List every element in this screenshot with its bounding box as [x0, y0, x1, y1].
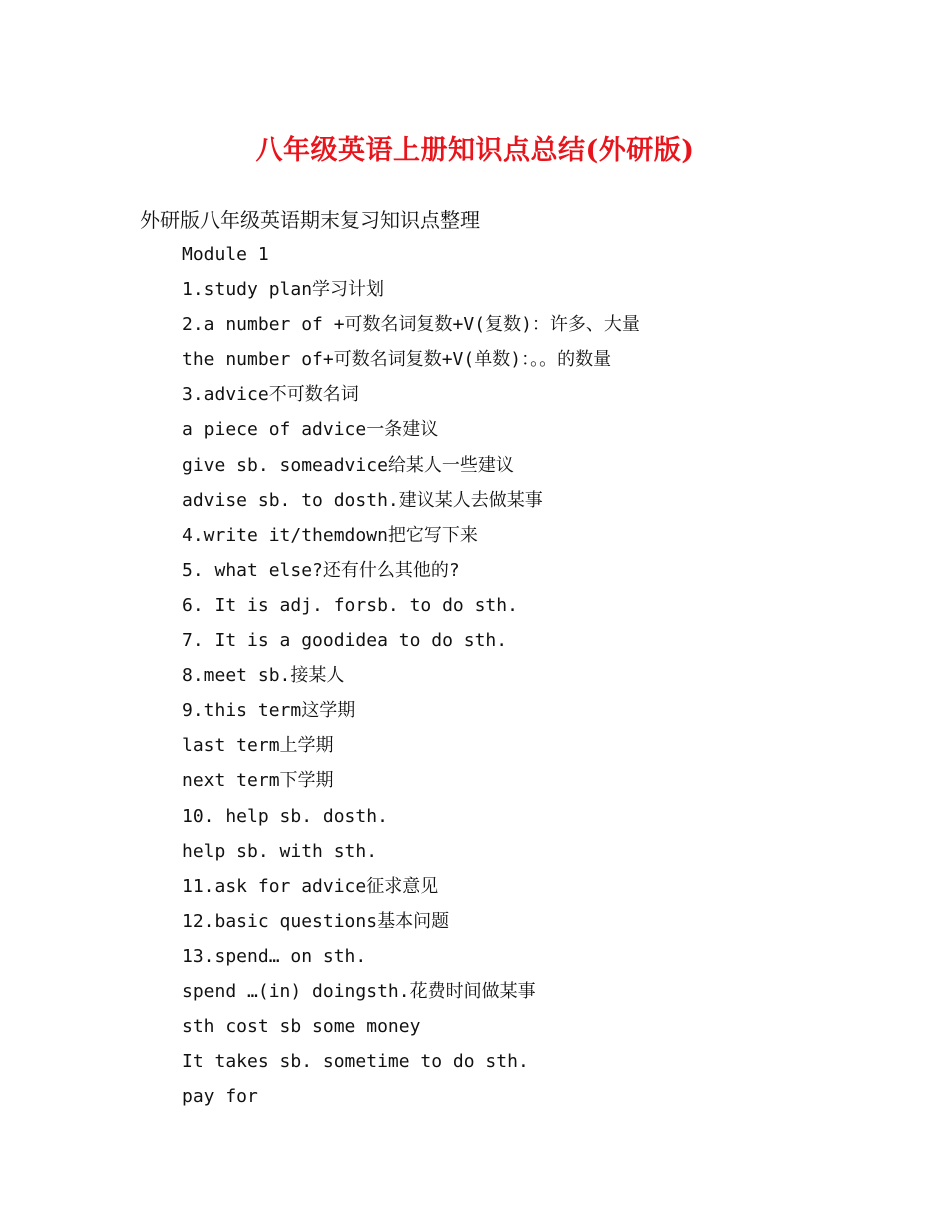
- document-subtitle: 外研版八年级英语期末复习知识点整理: [140, 208, 480, 232]
- note-line: give sb. someadvice给某人一些建议: [182, 454, 514, 476]
- note-line: last term上学期: [182, 735, 334, 757]
- document-title: 八年级英语上册知识点总结(外研版): [255, 135, 695, 166]
- note-line: advise sb. to dosth.建议某人去做某事: [182, 489, 543, 511]
- note-line: 1.study plan学习计划: [182, 279, 385, 301]
- notes-list: [182, 241, 640, 1118]
- note-line: 7. It is a goodidea to do sth.: [182, 630, 508, 652]
- note-line: the number of+可数名词复数+V(单数)：。。的数量: [182, 349, 612, 371]
- note-line: 13.spend… on sth.: [182, 945, 367, 967]
- note-line: 12.basic questions基本问题: [182, 910, 450, 932]
- note-line: a piece of advice一条建议: [182, 419, 439, 441]
- note-line: pay for: [182, 1086, 258, 1108]
- note-line: 2.a number of +可数名词复数+V(复数)：许多、大量: [182, 314, 640, 336]
- note-line: 4.write it/themdown把它写下来: [182, 524, 478, 546]
- note-line: sth cost sb some money: [182, 1016, 421, 1038]
- note-line: 9.this term这学期: [182, 700, 356, 722]
- note-line: spend …(in) doingsth.花费时间做某事: [182, 980, 536, 1002]
- note-line: 10. help sb. dosth.: [182, 805, 388, 827]
- note-line: 3.advice不可数名词: [182, 384, 359, 406]
- note-line: It takes sb. sometime to do sth.: [182, 1051, 529, 1073]
- note-line: 6. It is adj. forsb. to do sth.: [182, 594, 518, 616]
- note-line: 8.meet sb.接某人: [182, 665, 345, 687]
- note-line: 11.ask for advice征求意见: [182, 875, 439, 897]
- note-line: Module 1: [182, 244, 269, 265]
- note-line: next term下学期: [182, 770, 334, 792]
- note-line: 5. what else?还有什么其他的?: [182, 559, 460, 581]
- note-line: help sb. with sth.: [182, 840, 378, 862]
